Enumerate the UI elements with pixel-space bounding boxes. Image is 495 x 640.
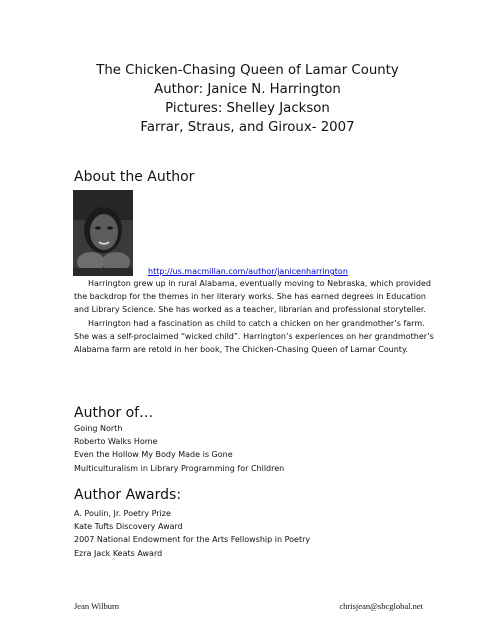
author-portrait-image: [73, 190, 133, 276]
about-heading: About the Author: [74, 169, 195, 185]
author-photo: [73, 190, 133, 276]
list-item: 2007 National Endowment for the Arts Fellowship in Poetry: [74, 535, 311, 545]
list-item: Ezra Jack Keats Award: [74, 548, 163, 558]
list-item: Going North: [74, 424, 123, 433]
list-item: A. Poulin, Jr. Poetry Prize: [74, 509, 171, 518]
book-title: The Chicken-Chasing Queen of Lamar County: [96, 63, 399, 78]
list-item: Roberto Walks Home: [74, 437, 158, 447]
author-bio: [74, 277, 434, 356]
list-item: Kate Tufts Discovery Award: [74, 522, 183, 532]
publisher-line: Farrar, Straus, and Giroux- 2007: [140, 120, 355, 135]
title-block: [0, 61, 495, 137]
awards-heading: Author Awards:: [74, 487, 182, 503]
footer-name: Jean Wilburn: [74, 601, 120, 611]
works-list: [74, 422, 284, 475]
list-item: Even the Hollow My Body Made is Gone: [74, 450, 233, 460]
list-item: Multiculturalism in Library Programming for Children: [74, 463, 285, 473]
author-of-heading: Author of…: [74, 405, 154, 421]
bio-paragraph: Harrington grew up in rural Alabama, eventually moving to Nebraska, which provided the backdrop for the themes in her literary works. She has earned degrees in Education and Library Science. She has worked as a teacher, librarian and professional storyteller.: [74, 279, 431, 315]
bio-paragraph: Harrington had a fascination as child to catch a chicken on her grandmother’s farm. She was a self-proclaimed “wicked child”. Harrington’s experiences on her grandmother’s Alabama farm are retold in her book, The Chicken-Chasing Queen of Lamar County.: [74, 318, 434, 355]
author-line: Author: Janice N. Harrington: [154, 82, 341, 97]
illustrator-line: Pictures: Shelley Jackson: [165, 101, 330, 116]
awards-list: [74, 507, 310, 560]
author-profile-link[interactable]: http://us.macmillan.com/author/janicenharrington: [148, 267, 348, 276]
footer-email: chrisjean@sbcglobal.net: [339, 601, 423, 611]
